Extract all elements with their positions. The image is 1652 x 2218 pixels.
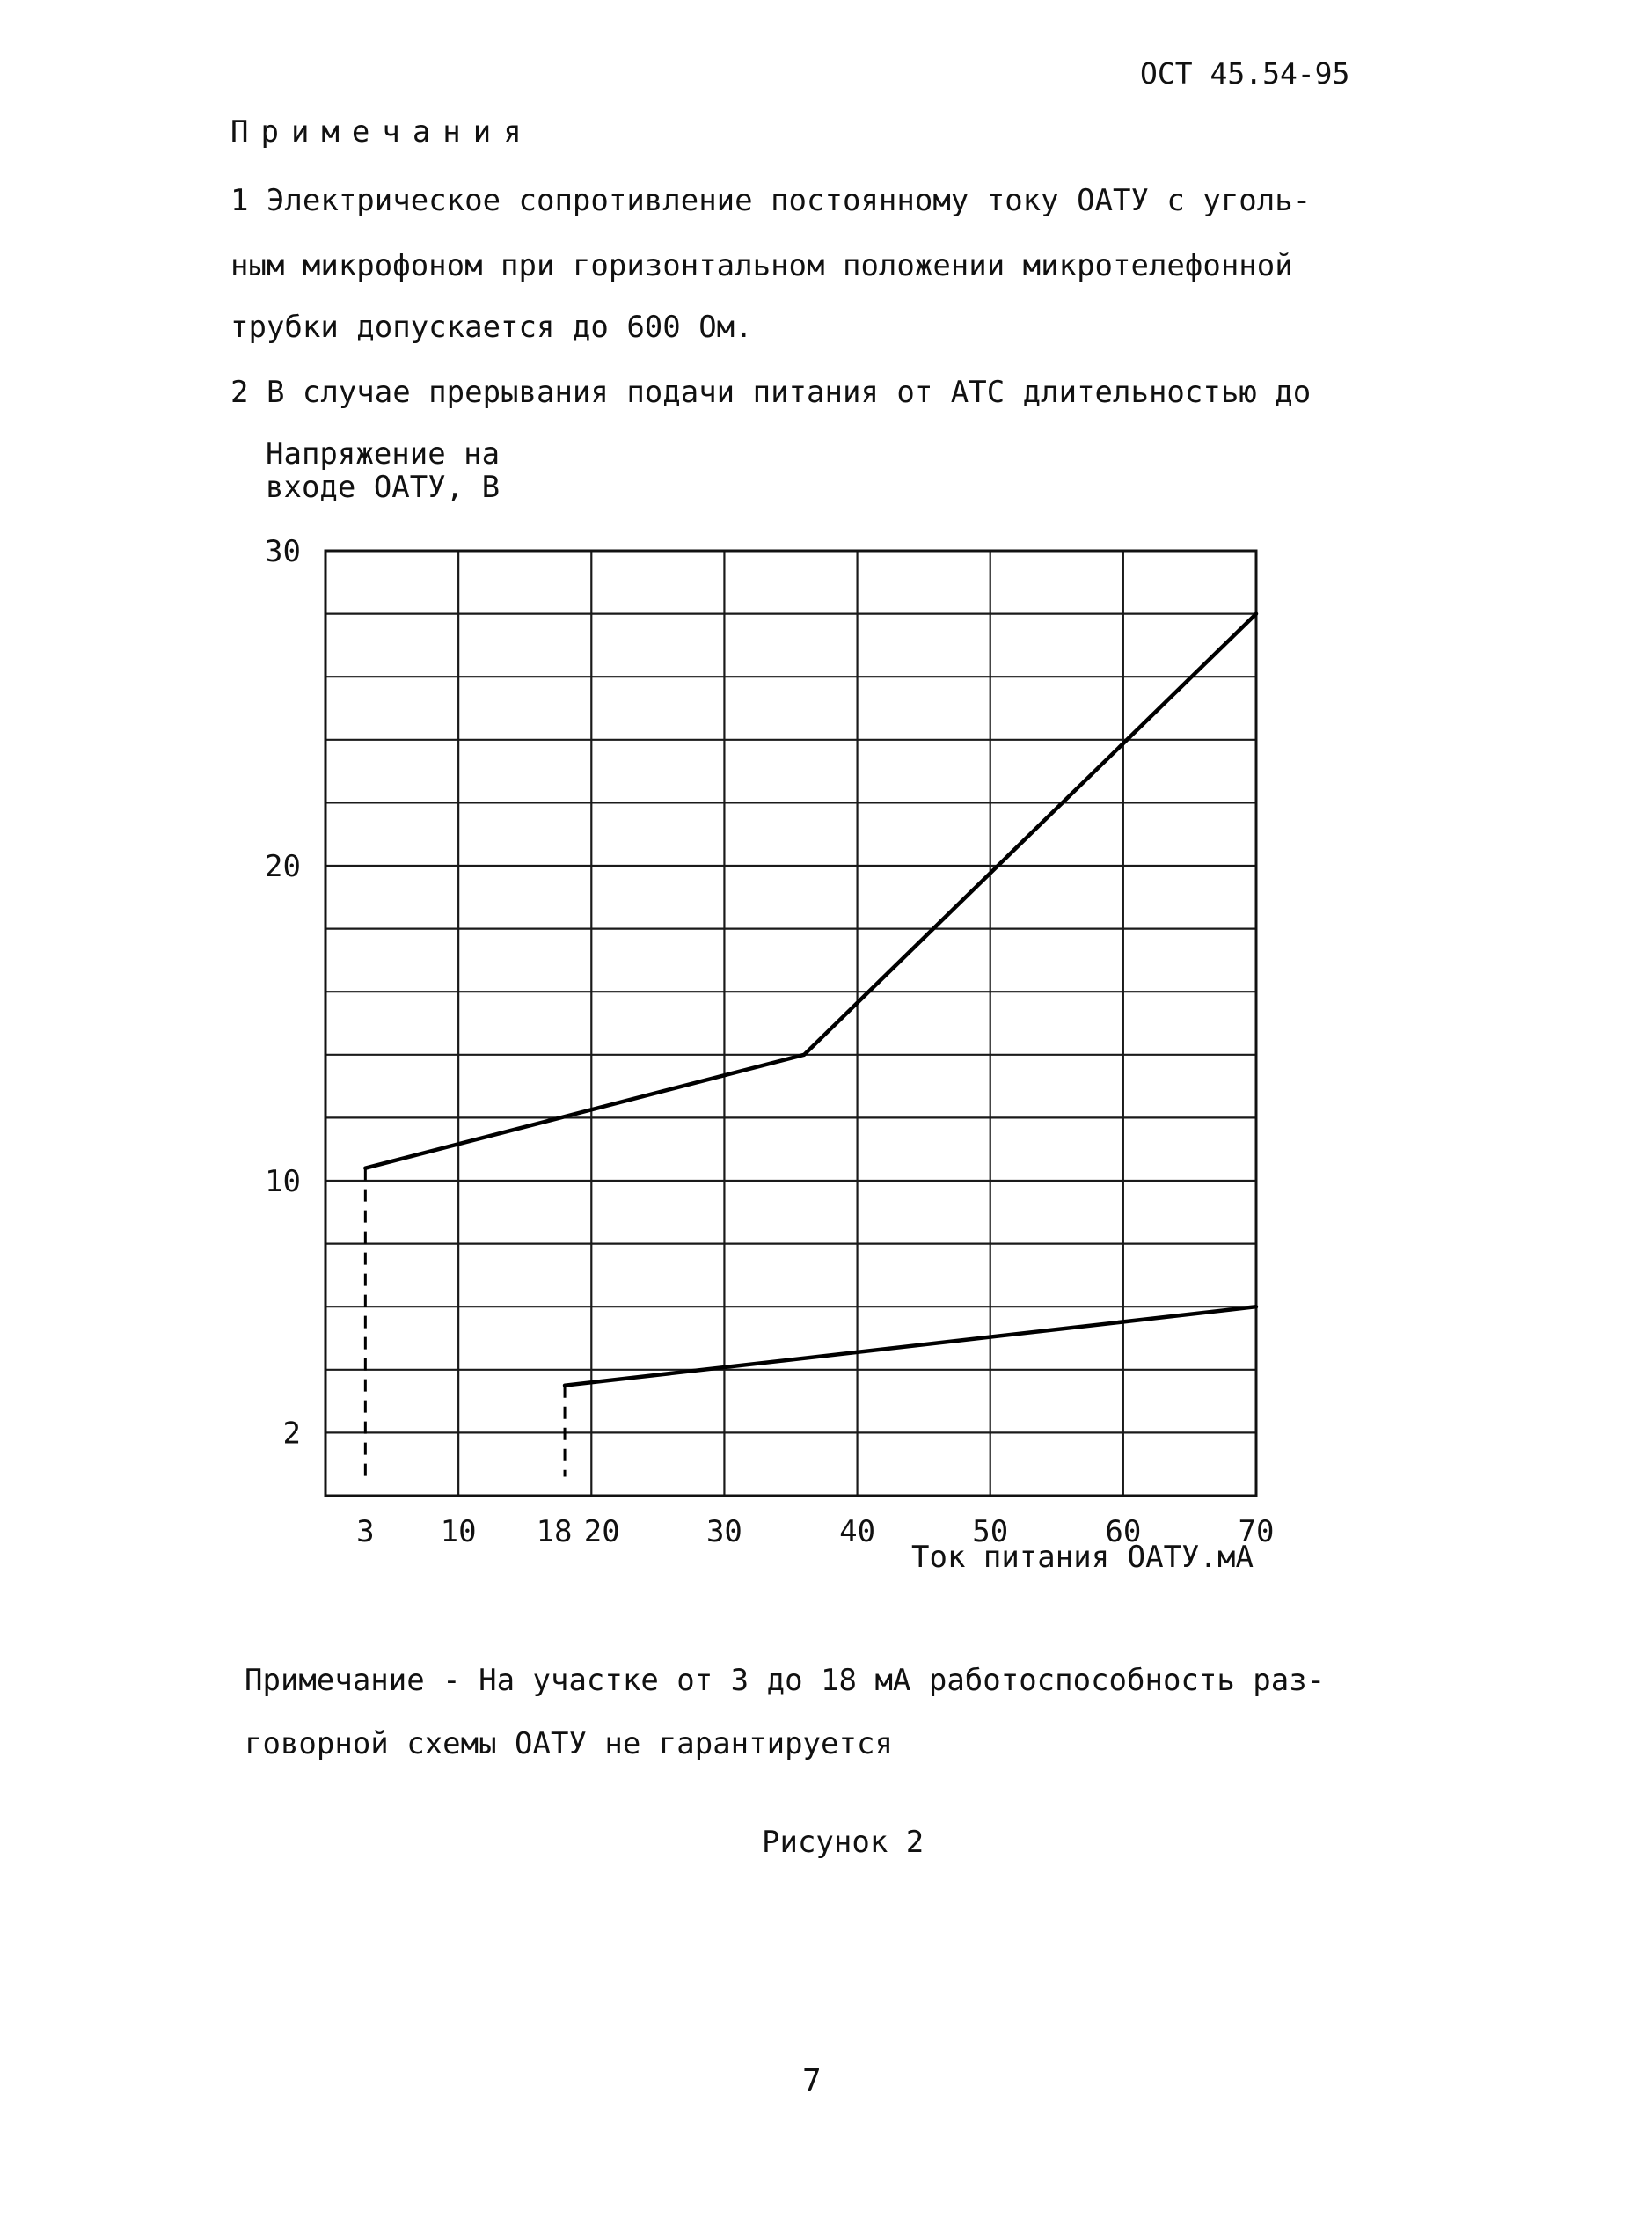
notes-heading: Примечания	[230, 114, 534, 150]
x-tick-label: 30	[705, 1514, 742, 1549]
x-tick-label: 50	[972, 1514, 1009, 1549]
y-tick-label: 30	[265, 534, 301, 569]
note-2-line-1: 2 В случае прерывания подачи питания от АТС длительностью до	[230, 375, 1312, 410]
plot-frame	[325, 551, 1256, 1496]
x-tick-label: 10	[440, 1514, 477, 1549]
y-axis-label-line-1: Напряжение на	[266, 436, 501, 472]
document-code: ОСТ 45.54-95	[1140, 56, 1350, 91]
x-tick-label: 20	[583, 1514, 620, 1549]
note-1-line-1: 1 Электрическое сопротивление постоянному току ОАТУ с уголь-	[230, 183, 1312, 218]
x-tick-label: 18	[536, 1514, 573, 1549]
y-tick-label: 10	[265, 1164, 301, 1199]
y-tick-label: 2	[282, 1416, 301, 1452]
figure-note-line-1: Примечание - На участке от 3 до 18 мА работоспособность раз-	[245, 1663, 1326, 1698]
page-number: 7	[802, 2063, 822, 2099]
series-line-1	[365, 614, 1256, 1168]
x-tick-label: 3	[356, 1514, 375, 1549]
y-tick-label: 20	[265, 849, 301, 884]
series-line-2	[565, 1307, 1256, 1386]
x-tick-label: 60	[1105, 1514, 1142, 1549]
x-tick-label: 40	[839, 1514, 876, 1549]
y-axis-label-line-2: входе ОАТУ, В	[266, 470, 501, 505]
note-1-line-3: трубки допускается до 600 Ом.	[230, 310, 753, 345]
figure-note-line-2: говорной схемы ОАТУ не гарантируется	[245, 1726, 893, 1761]
x-tick-label: 70	[1238, 1514, 1275, 1549]
figure-caption: Рисунок 2	[762, 1825, 925, 1860]
x-axis-label: Ток питания ОАТУ.мА	[911, 1540, 1254, 1575]
note-1-line-2: ным микрофоном при горизонтальном положении микротелефонной	[230, 248, 1293, 283]
